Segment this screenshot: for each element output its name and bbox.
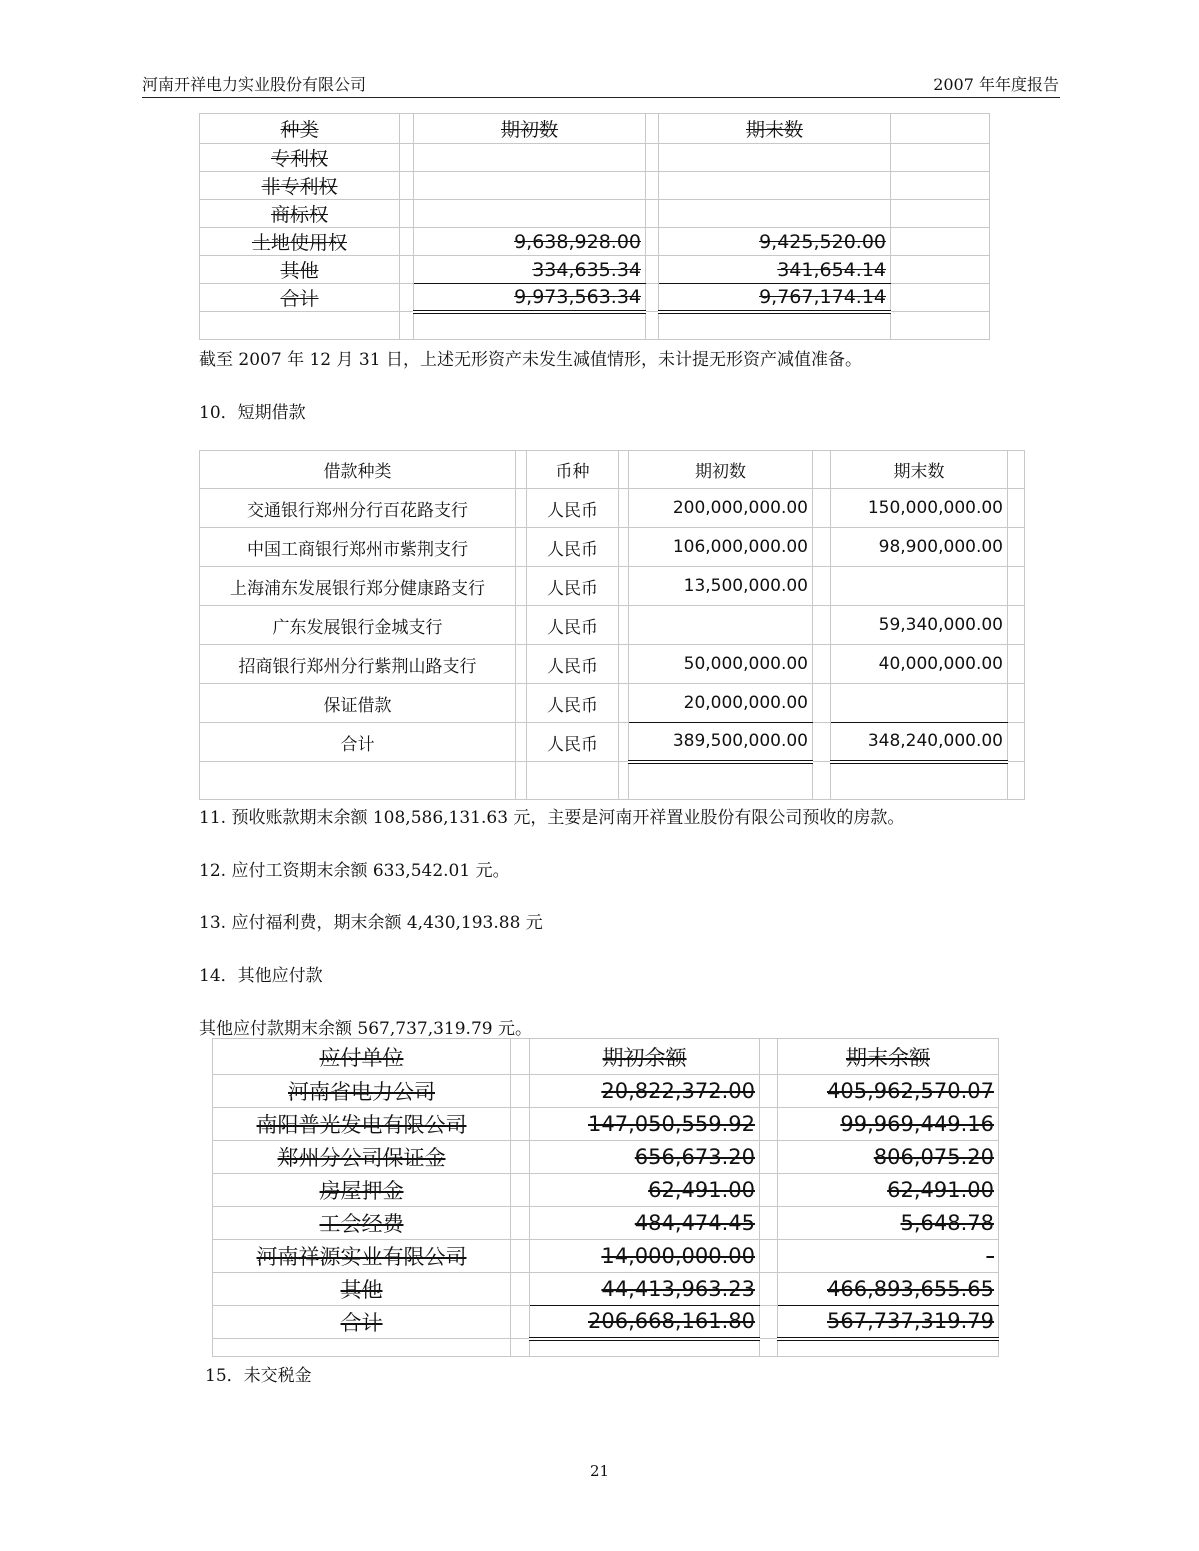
- row-label: 河南省电力公司: [213, 1075, 511, 1108]
- begin-value: [414, 172, 646, 200]
- row-label: 商标权: [200, 200, 400, 228]
- table-row: [213, 1174, 999, 1207]
- end-value: 98,900,000.00: [831, 528, 1008, 567]
- row-label: 中国工商银行郑州市紫荆支行: [200, 528, 516, 567]
- table-total-row: [213, 1306, 999, 1339]
- table-row: [213, 1207, 999, 1240]
- row-label: 非专利权: [200, 172, 400, 200]
- row-label: 其他: [213, 1273, 511, 1306]
- currency-cell: 人民币: [527, 684, 619, 723]
- begin-value: 9,638,928.00: [414, 228, 646, 256]
- table-row: [200, 567, 1025, 606]
- end-value: [659, 144, 891, 172]
- table-row: [213, 1240, 999, 1273]
- row-label: 河南祥源实业有限公司: [213, 1240, 511, 1273]
- end-value: 341,654.14: [659, 256, 891, 284]
- end-value: 40,000,000.00: [831, 645, 1008, 684]
- begin-value: [414, 144, 646, 172]
- begin-value: 206,668,161.80: [530, 1306, 760, 1339]
- begin-value: 334,635.34: [414, 256, 646, 284]
- table-row: [213, 1075, 999, 1108]
- table-row: [213, 1273, 999, 1306]
- row-label: 合计: [213, 1306, 511, 1339]
- table-row: [200, 645, 1025, 684]
- currency-cell: 人民币: [527, 645, 619, 684]
- row-label: 上海浦东发展银行郑分健康路支行: [200, 567, 516, 606]
- row-label: 专利权: [200, 144, 400, 172]
- currency-cell: 人民币: [527, 489, 619, 528]
- begin-value: 147,050,559.92: [530, 1108, 760, 1141]
- begin-value: 106,000,000.00: [629, 528, 813, 567]
- end-value: 405,962,570.07: [778, 1075, 999, 1108]
- currency-cell: 人民币: [527, 528, 619, 567]
- row-label: 招商银行郑州分行紫荆山路支行: [200, 645, 516, 684]
- table-row: [213, 1141, 999, 1174]
- begin-value: 20,000,000.00: [629, 684, 813, 723]
- table-row: [200, 144, 990, 172]
- begin-value: [629, 606, 813, 645]
- paragraph-11: 11. 预收账款期末余额 108,586,131.63 元，主要是河南开祥置业股份有限公司预收的房款。: [199, 808, 905, 828]
- begin-value: 13,500,000.00: [629, 567, 813, 606]
- table-row: [213, 1108, 999, 1141]
- currency-cell: 人民币: [527, 723, 619, 762]
- begin-value: 9,973,563.34: [414, 284, 646, 312]
- section-title-unpaid-taxes: 15．未交税金: [205, 1366, 312, 1386]
- header-divider: [142, 97, 1060, 98]
- end-value: 567,737,319.79: [778, 1306, 999, 1339]
- end-value: 466,893,655.65: [778, 1273, 999, 1306]
- end-value: 150,000,000.00: [831, 489, 1008, 528]
- table-header-row: [200, 451, 1025, 489]
- row-label: 其他: [200, 256, 400, 284]
- begin-value: 389,500,000.00: [629, 723, 813, 762]
- column-header: 种类: [200, 114, 400, 144]
- column-header: 币种: [527, 451, 619, 489]
- row-label: 郑州分公司保证金: [213, 1141, 511, 1174]
- row-label: 交通银行郑州分行百花路支行: [200, 489, 516, 528]
- column-header: 期末数: [831, 451, 1008, 489]
- paragraph-12: 12. 应付工资期末余额 633,542.01 元。: [199, 861, 510, 881]
- section-title-other-payables: 14．其他应付款: [199, 966, 323, 986]
- begin-value: 62,491.00: [530, 1174, 760, 1207]
- table-header-row: [213, 1039, 999, 1075]
- column-header: 期末余额: [778, 1039, 999, 1075]
- end-value: 59,340,000.00: [831, 606, 1008, 645]
- paragraph-13: 13. 应付福利费，期末余额 4,430,193.88 元: [199, 913, 543, 933]
- column-header: 应付单位: [213, 1039, 511, 1075]
- table-row: [200, 489, 1025, 528]
- currency-cell: 人民币: [527, 606, 619, 645]
- column-header: 借款种类: [200, 451, 516, 489]
- end-value: 348,240,000.00: [831, 723, 1008, 762]
- begin-value: [414, 200, 646, 228]
- table-row: [200, 172, 990, 200]
- table-header-row: [200, 114, 990, 144]
- end-value: [831, 684, 1008, 723]
- table-total-row: [200, 723, 1025, 762]
- column-header: 期初数: [414, 114, 646, 144]
- begin-value: 656,673.20: [530, 1141, 760, 1174]
- end-value: 9,767,174.14: [659, 284, 891, 312]
- table-row: [213, 1339, 999, 1357]
- table-row: [200, 228, 990, 256]
- table-total-row: [200, 284, 990, 312]
- intangible-asset-table: [199, 113, 990, 340]
- table-row: [200, 200, 990, 228]
- intangible-note: 截至 2007 年 12 月 31 日，上述无形资产未发生减值情形，未计提无形资产减值准备。: [199, 350, 862, 370]
- row-label: 合计: [200, 723, 516, 762]
- begin-value: 20,822,372.00: [530, 1075, 760, 1108]
- begin-value: 50,000,000.00: [629, 645, 813, 684]
- row-label: 保证借款: [200, 684, 516, 723]
- begin-value: 484,474.45: [530, 1207, 760, 1240]
- header-report-title: 2007 年年度报告: [933, 75, 1059, 94]
- end-value: [659, 200, 891, 228]
- other-payables-note: 其他应付款期末余额 567,737,319.79 元。: [199, 1019, 532, 1039]
- end-value: 99,969,449.16: [778, 1108, 999, 1141]
- table-row: [200, 684, 1025, 723]
- end-value: 9,425,520.00: [659, 228, 891, 256]
- row-label: 房屋押金: [213, 1174, 511, 1207]
- end-value: [831, 567, 1008, 606]
- begin-value: 44,413,963.23: [530, 1273, 760, 1306]
- header-company: 河南开祥电力实业股份有限公司: [142, 75, 367, 94]
- column-header: 期初数: [629, 451, 813, 489]
- end-value: [659, 172, 891, 200]
- end-value: -: [778, 1240, 999, 1273]
- end-value: 62,491.00: [778, 1174, 999, 1207]
- row-label: 广东发展银行金城支行: [200, 606, 516, 645]
- column-header: 期末数: [659, 114, 891, 144]
- table-row: [200, 312, 990, 340]
- section-title-short-term-loans: 10．短期借款: [199, 403, 306, 423]
- table-row: [200, 256, 990, 284]
- end-value: 5,648.78: [778, 1207, 999, 1240]
- column-header: 期初余额: [530, 1039, 760, 1075]
- row-label: 南阳普光发电有限公司: [213, 1108, 511, 1141]
- row-label: 土地使用权: [200, 228, 400, 256]
- table-row: [200, 762, 1025, 800]
- short-term-loans-table: [199, 450, 1025, 800]
- end-value: 806,075.20: [778, 1141, 999, 1174]
- currency-cell: 人民币: [527, 567, 619, 606]
- row-label: 合计: [200, 284, 400, 312]
- other-payables-table: [212, 1038, 999, 1357]
- page-number: 21: [589, 1462, 610, 1480]
- begin-value: 14,000,000.00: [530, 1240, 760, 1273]
- table-row: [200, 606, 1025, 645]
- row-label: 工会经费: [213, 1207, 511, 1240]
- begin-value: 200,000,000.00: [629, 489, 813, 528]
- table-row: [200, 528, 1025, 567]
